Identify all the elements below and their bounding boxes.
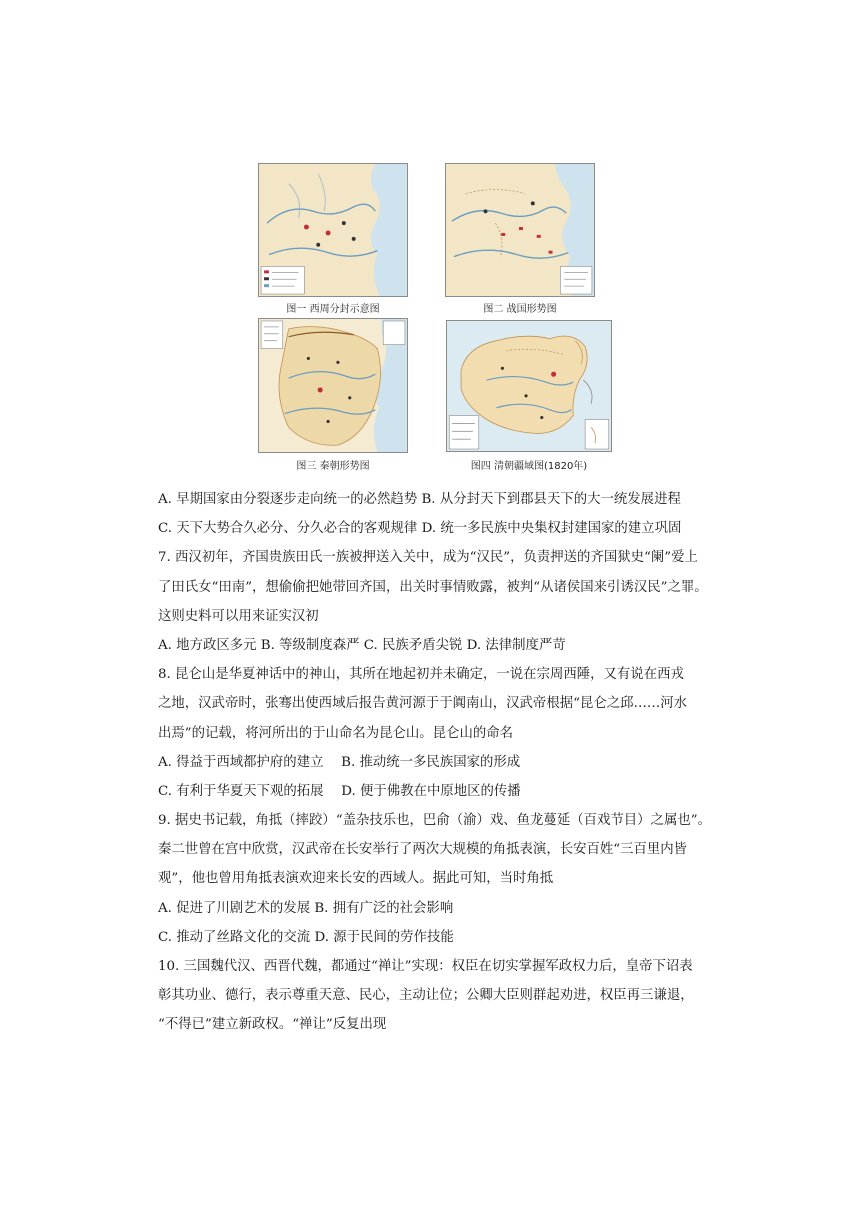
map-zhanguo-image — [446, 164, 594, 296]
figure-caption-1: 图一 西周分封示意图 — [286, 304, 380, 315]
q9-stem-line: 9. 据史书记载，角抵（摔跤）“盖杂技乐也，巴俞（渝）戏、鱼龙蔓延（百戏节目）之属也”。 — [158, 813, 711, 829]
map-figures — [0, 0, 868, 480]
map-xizhou-fenfeng — [258, 163, 408, 297]
q10-stem-line: 彰其功业、德行，表示尊重天意、民心，主动让位；公卿大臣则群起劝进，权臣再三谦退， — [158, 988, 694, 1004]
map-zhanguo — [445, 163, 595, 297]
q8-stem-line: 之地，汉武帝时，张骞出使西域后报告黄河源于于阗南山，汉武帝根据“昆仑之邱……河水 — [158, 696, 688, 712]
q9-option-line: C. 推动了丝路文化的交流 D. 源于民间的劳作技能 — [158, 929, 454, 945]
q8-option-line: C. 有利于华夏天下观的拓展 D. 便于佛教在中原地区的传播 — [158, 783, 521, 799]
figure-caption-3: 图三 秦朝形势图 — [296, 461, 370, 472]
q7-stem-line: 这则史料可以用来证实汉初 — [158, 608, 319, 624]
map-qing — [446, 320, 612, 452]
q9-stem-line: 秦二世曾在宫中欣赏，汉武帝在长安举行了两次大规模的角抵表演，长安百姓“三百里内皆 — [158, 842, 688, 858]
q9-option-line: A. 促进了川剧艺术的发展 B. 拥有广泛的社会影响 — [158, 900, 454, 916]
q7-stem-line: 了田氏女“田南”，想偷偷把她带回齐国，出关时事情败露，被判“从诸侯国来引诱汉民”之罪。 — [158, 579, 708, 595]
figure-caption-4: 图四 清朝疆域图(1820年) — [470, 461, 588, 472]
q6-option-line: C. 天下大势合久必分、分久必合的客观规律 D. 统一多民族中央集权封建国家的建立巩固 — [158, 521, 682, 537]
q7-options: A. 地方政区多元 B. 等级制度森严 C. 民族矛盾尖锐 D. 法律制度严苛 — [158, 637, 566, 653]
q9-stem-line: 观”，他也曾用角抵表演欢迎来长安的西域人。据此可知，当时角抵 — [158, 871, 554, 887]
question-text — [158, 485, 718, 1040]
q6-option-line: A. 早期国家由分裂逐步走向统一的必然趋势 B. 从分封天下到郡县天下的大一统发展进程 — [158, 492, 681, 507]
q10-stem-line: 10. 三国魏代汉、西晋代魏，都通过“禅让”实现：权臣在切实掌握军政权力后，皇帝下诏表 — [158, 959, 693, 974]
map-xizhou-image — [259, 164, 407, 296]
map-qing-image — [447, 321, 611, 451]
q10-stem-line: “不得已”建立新政权。“禅让”反复出现 — [158, 1017, 387, 1033]
q8-stem-line: 出焉”的记载，将河所出的于山命名为昆仑山。昆仑山的命名 — [158, 725, 513, 741]
q8-option-line: A. 得益于西域都护府的建立 B. 推动统一多民族国家的形成 — [158, 754, 521, 770]
q7-stem-line: 7. 西汉初年，齐国贵族田氏一族被押送入关中，成为“汉民”，负责押送的齐国狱史“阑”爱上 — [158, 550, 698, 566]
q8-stem-line: 8. 昆仑山是华夏神话中的神山，其所在地起初并未确定，一说在宗周西陲，又有说在西戎 — [158, 667, 684, 683]
map-qin — [258, 318, 408, 453]
figure-caption-2: 图二 战国形势图 — [483, 304, 557, 315]
map-qin-image — [259, 319, 407, 452]
